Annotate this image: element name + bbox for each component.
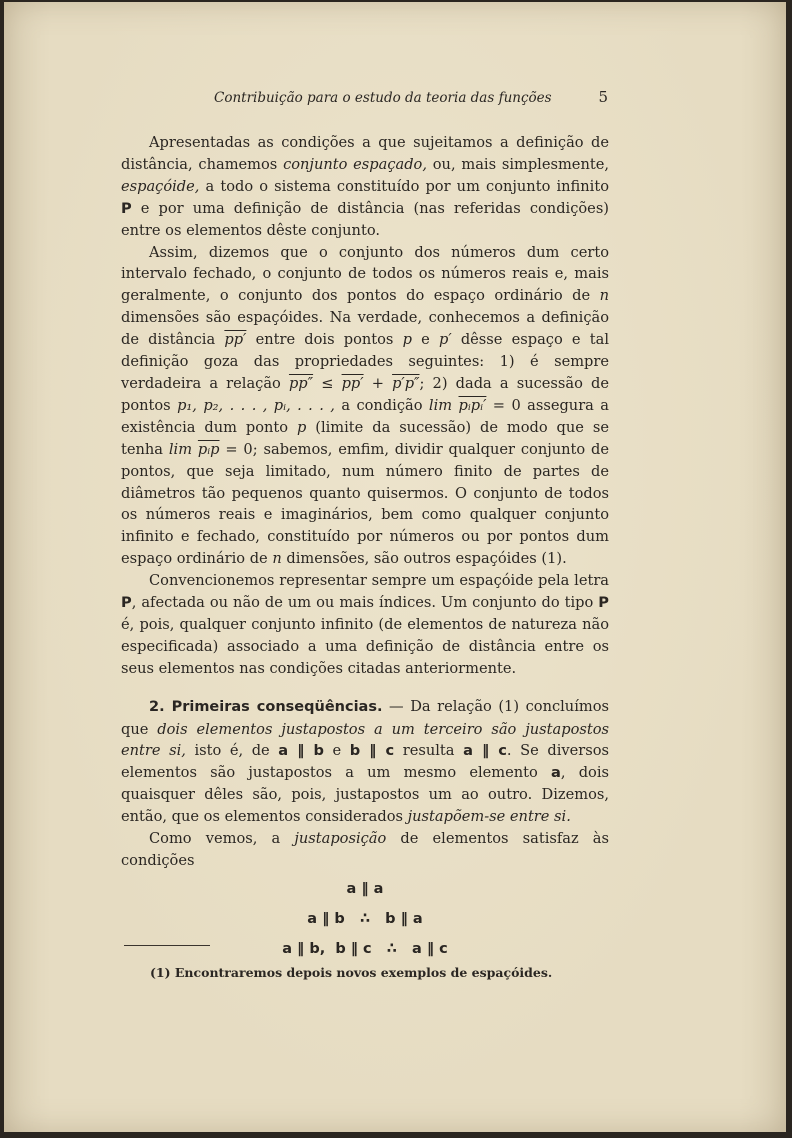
section-2-paragraph: 2. Primeiras conseqüências. — Da relação (1) concluímos que dois elementos justapostos a um terceiro são justapostos entre si, isto é, de a ‖ b e b ‖ c resulta a ‖ c. Se diversos elementos são justapostos a um mesmo elemento a, dois quaisquer dêles são, pois, justapostos um ao outro. Dizemos, então, que os elementos considerados justapõem-se entre si.: [121, 697, 609, 826]
term-justaposicao: justaposição: [294, 830, 387, 848]
paragraph-definition: Apresentadas as condições a que sujeitamos a definição de distância, chamemos conjunto espaçado, ou, mais simplesmente, espaçóide, a todo o sistema constituído por um conjunto infinito P e por uma definição de distância (nas referidas condições) entre os elementos dêste conjunto.: [121, 134, 609, 239]
section-heading: 2. Primeiras conseqüências.: [149, 698, 383, 715]
paragraph-convention: Convencionemos representar sempre um espaçóide pela letra P, afectada ou não de um ou mais índices. Um conjunto do tipo P é, pois, qualquer conjunto infinito (de elementos de natureza não especificada) associado a uma definição de distância entre os seus elementos nas condições citadas anteriormente.: [121, 572, 609, 677]
formula-reflexive: a ‖ a: [346, 880, 384, 897]
formula-transitive: a ‖ b, b ‖ c ∴ a ‖ c: [282, 940, 448, 957]
distance-pp: pp′: [224, 331, 247, 349]
footnote-rule: [124, 945, 210, 946]
page-header: [124, 88, 612, 112]
page-number: 5: [598, 88, 608, 106]
page-body: [121, 132, 609, 964]
triangle-inequality: pp″ ≤ pp′ + p′p″: [288, 374, 420, 392]
formula-symmetric: a ‖ b ∴ b ‖ a: [307, 910, 423, 927]
formula-block: [121, 874, 609, 964]
paragraph-juxtaposition: Como vemos, a justaposição de elementos satisfaz às condições: [121, 830, 609, 869]
point-sequence: p₁, p₂, . . . , pᵢ, . . . ,: [177, 396, 335, 414]
symbol-P: P: [121, 199, 132, 217]
limit-result: $\lim \overline{pᵢp} = 0$: [168, 440, 253, 458]
paragraph-examples: Assim, dizemos que o conjunto dos números dum certo intervalo fechado, o conjunto de todos os números reais e, mais geralmente, o conjunto dos pontos do espaço ordinário de n dimensões são espaçóides. Na verdade, conhecemos a definição de distância pp′ entre dois pontos p e p′ dêsse espaço e tal definição goza das propriedades seguintes: 1) é sempre verdadeira a relação pp″ ≤ pp′ + p′p″; 2) dada a sucessão de pontos p₁, p₂, . . . , pᵢ, . . . , a condição lim pᵢpᵢ′ = 0 assegura a existência dum ponto p (limite da sucessão) de modo que se tenha $\lim \overline{pᵢp} = 0$; sabemos, emfim, dividir qualquer conjunto de pontos, que seja limitado, num número finito de partes de diâmetros tão pequenos quanto quisermos. O conjunto de todos os números reais e imaginários, bem como qualquer conjunto infinito e fechado, constituído por números ou por pontos dum espaço ordinário de n dimensões, são outros espaçóides (1).: [121, 243, 610, 568]
book-page: [4, 2, 786, 1132]
running-title: Contribuição para o estudo da teoria das funções: [214, 90, 552, 106]
term-conjunto-espacado: conjunto espaçado,: [283, 155, 427, 173]
footnote: (1) Encontraremos depois novos exemplos de espaçóides.: [150, 965, 553, 980]
term-espacoide: espaçóide,: [121, 177, 200, 195]
limit-condition: lim pᵢpᵢ′ = 0: [428, 396, 521, 414]
